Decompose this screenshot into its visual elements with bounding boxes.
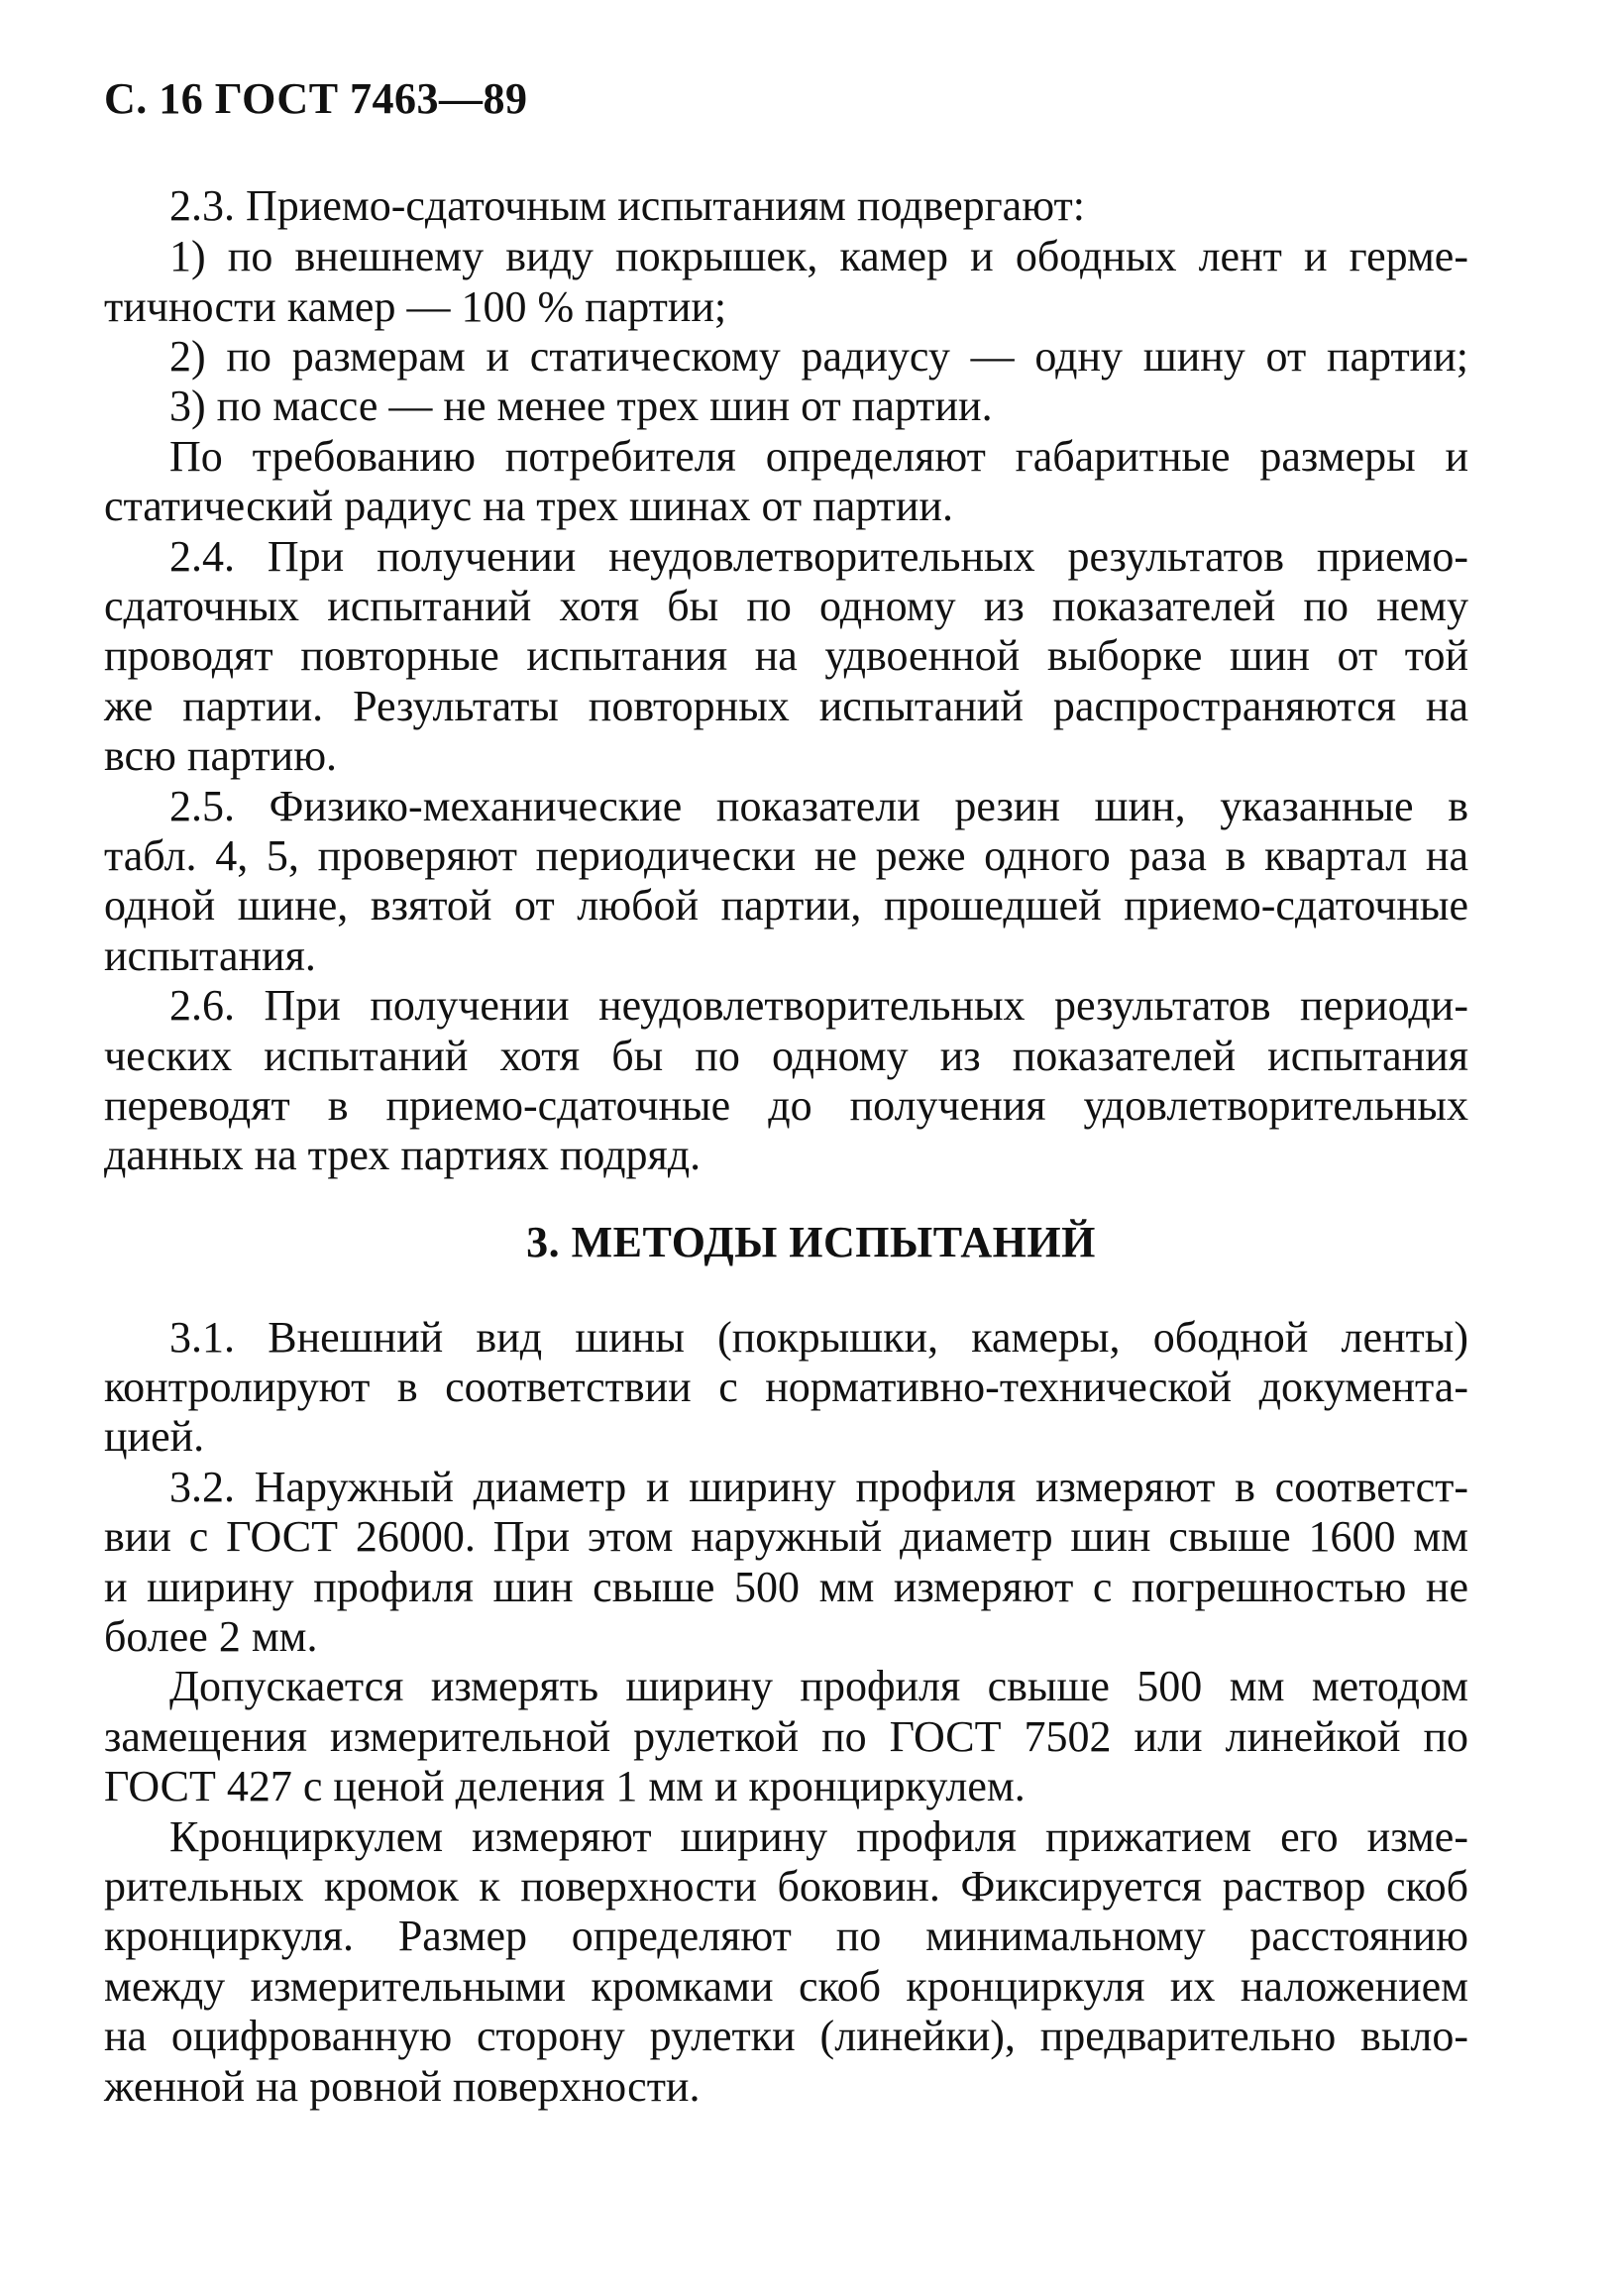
text-line: 2) по размерам и статическому радиусу — одну шину от партии; — [169, 332, 1468, 381]
text-line: статический радиус на трех шинах от партии. — [104, 482, 953, 530]
text-line: По требованию потребителя определяют габаритные размеры и — [169, 432, 1468, 481]
text-line: проводят повторные испытания на удвоенной выборке шин от той — [104, 631, 1468, 680]
text-line: на оцифрованную сторону рулетки (линейки), предварительно выло- — [104, 2012, 1468, 2060]
text-line: 2.4. При получении неудовлетворительных результатов приемо- — [169, 532, 1468, 581]
text-line: всю партию. — [104, 731, 338, 780]
text-line: Кронциркулем измеряют ширину профиля прижатием его изме- — [169, 1812, 1468, 1861]
text-line: переводят в приемо-сдаточные до получения удовлетворительных — [104, 1081, 1468, 1130]
text-line: 2.5. Физико-механические показатели резин шин, указанные в — [169, 782, 1468, 830]
text-line: табл. 4, 5, проверяют периодически не реже одного раза в квартал на — [104, 831, 1468, 880]
text-line: контролируют в соответствии с нормативно-технической документа- — [104, 1363, 1468, 1411]
text-line: ГОСТ 427 с ценой деления 1 мм и кронциркулем. — [104, 1762, 1026, 1810]
text-line: кронциркуля. Размер определяют по минимальному расстоянию — [104, 1912, 1468, 1960]
text-line: цией. — [104, 1412, 205, 1461]
text-line: вии с ГОСТ 26000. При этом наружный диаметр шин свыше 1600 мм — [104, 1512, 1468, 1561]
text-line: сдаточных испытаний хотя бы по одному из показателей по нему — [104, 582, 1468, 630]
text-line: 2.6. При получении неудовлетворительных результатов периоди- — [169, 981, 1468, 1030]
text-line: замещения измерительной рулеткой по ГОСТ 7502 или линейкой по — [104, 1712, 1468, 1761]
text-line: Допускается измерять ширину профиля свыше 500 мм методом — [169, 1662, 1468, 1710]
page-header: С. 16 ГОСТ 7463—89 — [104, 74, 528, 123]
text-line: между измерительными кромками скоб кронциркуля их наложением — [104, 1962, 1468, 2011]
text-line: более 2 мм. — [104, 1612, 318, 1661]
text-line: данных на трех партиях подряд. — [104, 1131, 702, 1179]
text-line: 3) по массе — не менее трех шин от партии. — [169, 382, 993, 430]
text-line: 2.3. Приемо-сдаточным испытаниям подвергают: — [169, 181, 1085, 230]
text-line: испытания. — [104, 931, 316, 980]
text-line: и ширину профиля шин свыше 500 мм измеряют с погрешностью не — [104, 1563, 1468, 1611]
text-line: 3.1. Внешний вид шины (покрышки, камеры, ободной ленты) — [169, 1313, 1468, 1362]
text-line: ческих испытаний хотя бы по одному из показателей испытания — [104, 1032, 1468, 1080]
text-line: же партии. Результаты повторных испытаний распространяются на — [104, 682, 1468, 730]
section-title: 3. МЕТОДЫ ИСПЫТАНИЙ — [526, 1218, 1096, 1266]
text-line: рительных кромок к поверхности боковин. Фиксируется раствор скоб — [104, 1862, 1468, 1911]
text-line: одной шине, взятой от любой партии, прошедшей приемо-сдаточные — [104, 881, 1468, 929]
text-line: женной на ровной поверхности. — [104, 2062, 701, 2111]
text-line: 1) по внешнему виду покрышек, камер и ободных лент и герме- — [169, 232, 1468, 280]
text-line: тичности камер — 100 % партии; — [104, 282, 727, 331]
text-line: 3.2. Наружный диаметр и ширину профиля измеряют в соответст- — [169, 1463, 1468, 1511]
